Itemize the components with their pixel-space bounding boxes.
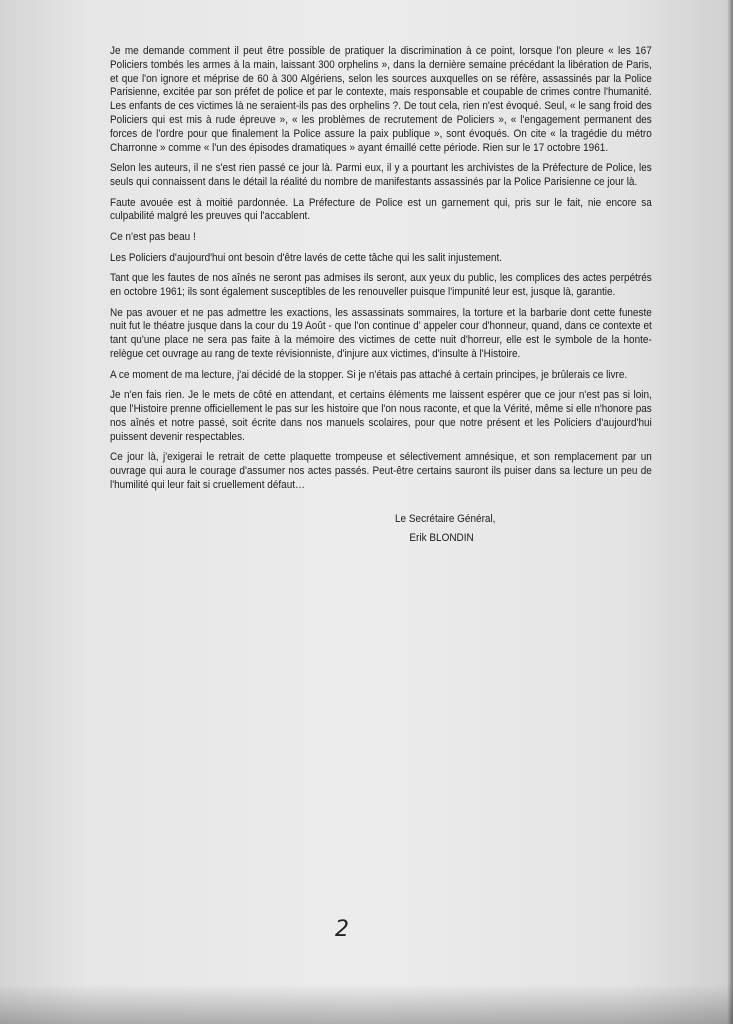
signature-name: Erik BLONDIN (409, 532, 474, 544)
paragraph: Je n'en fais rien. Je le mets de côté en attendant, et certains éléments me laissent espérer que ce jour n'est pas si loin, que l'Histoire prenne officiellement le pas sur les histoire que l'on nous raconte, et que la Vérité, même si elle n'honore pas nos aînés et notre passé, soit écrite dans nos manuels scolaires, pour que notre présent et les Policiers d'aujourd'hui puissent devenir respectables. (110, 389, 652, 443)
paragraph: Tant que les fautes de nos aînés ne seront pas admises ils seront, aux yeux du public, les complices des actes perpétrés en octobre 1961; ils sont également susceptibles de les renouveller puisque l'impunité leur est, jusque là, garantie. (110, 272, 652, 298)
page-number: 2 (335, 917, 349, 942)
paragraph: Je me demande comment il peut être possible de pratiquer la discrimination à ce point, lorsque l'on pleure « les 167 Policiers tombés les armes à la main, laissant 300 orphelins », dans la dernière semaine précédant la libération de Paris, et que l'on ignore et méprise de 60 à 300 Algériens, selon les sources auxquelles on se réfère, assassinés par la Police Parisienne, excitée par son préfet de police et par le contexte, mais responsable et coupable de crimes contre l'humanité. Les enfants de ces victimes là ne seraient-ils pas des orphelins ?. De tout cela, rien n'est évoqué. Seul, « le sang froid des Policiers qui est mis à rude épreuve », « les problèmes de recrutement de Policiers », « l'engagement permanent des forces de l'ordre pour que finalement la Police assure la paix publique », sont évoqués. On cite « la tragédie du métro Charronne » comme « l'un des épisodes dramatiques » ayant émaillé cette période. Rien sur le 17 octobre 1961. (110, 45, 652, 154)
signature-block (395, 510, 495, 548)
paper-edge (727, 0, 733, 1024)
letter-body (110, 45, 652, 499)
paragraph: Selon les auteurs, il ne s'est rien passé ce jour là. Parmi eux, il y a pourtant les archivistes de la Préfecture de Police, les seuls qui connaissent dans le détail la réalité du nombre de manifestants assassinés par la Police Parisienne ce jour là. (110, 162, 652, 188)
paragraph: Ce jour là, j'exigerai le retrait de cette plaquette trompeuse et sélectivement amnésique, et son remplacement par un ouvrage qui aura le courage d'assumer nos actes passés. Peut-être certains sauront ils puiser dans sa lecture un peu de l'humilité qui leur fait si cruellement défaut… (110, 451, 652, 491)
paragraph: Ne pas avouer et ne pas admettre les exactions, les assassinats sommaires, la torture et la barbarie dont cette funeste nuit fut le théatre jusque dans la cour du 19 Août - que l'on continue d' appeler cour d'honneur, quand, dans ce contexte et tant qu'une place ne sera pas faite à la mémoire des victimes de cette nuit d'horreur, elle est le symbole de la honte- relègue cet ouvrage au rang de texte révisionniste, d'injure aux victimes, d'insulte à l'Histoire. (110, 306, 652, 360)
paragraph: Les Policiers d'aujourd'hui ont besoin d'être lavés de cette tâche qui les salit injustement. (110, 251, 503, 264)
paragraph: A ce moment de ma lecture, j'ai décidé de la stopper. Si je n'étais pas attaché à certain principes, je brûlerais ce livre. (110, 368, 628, 381)
paper-shadow (0, 984, 733, 1024)
paragraph: Ce n'est pas beau ! (110, 230, 196, 243)
paragraph: Faute avouée est à moitié pardonnée. La Préfecture de Police est un garnement qui, pris sur le fait, nie encore sa culpabilité malgré les preuves qui l'accablent. (110, 196, 652, 223)
signature-title: Le Secrétaire Général, (395, 513, 496, 525)
